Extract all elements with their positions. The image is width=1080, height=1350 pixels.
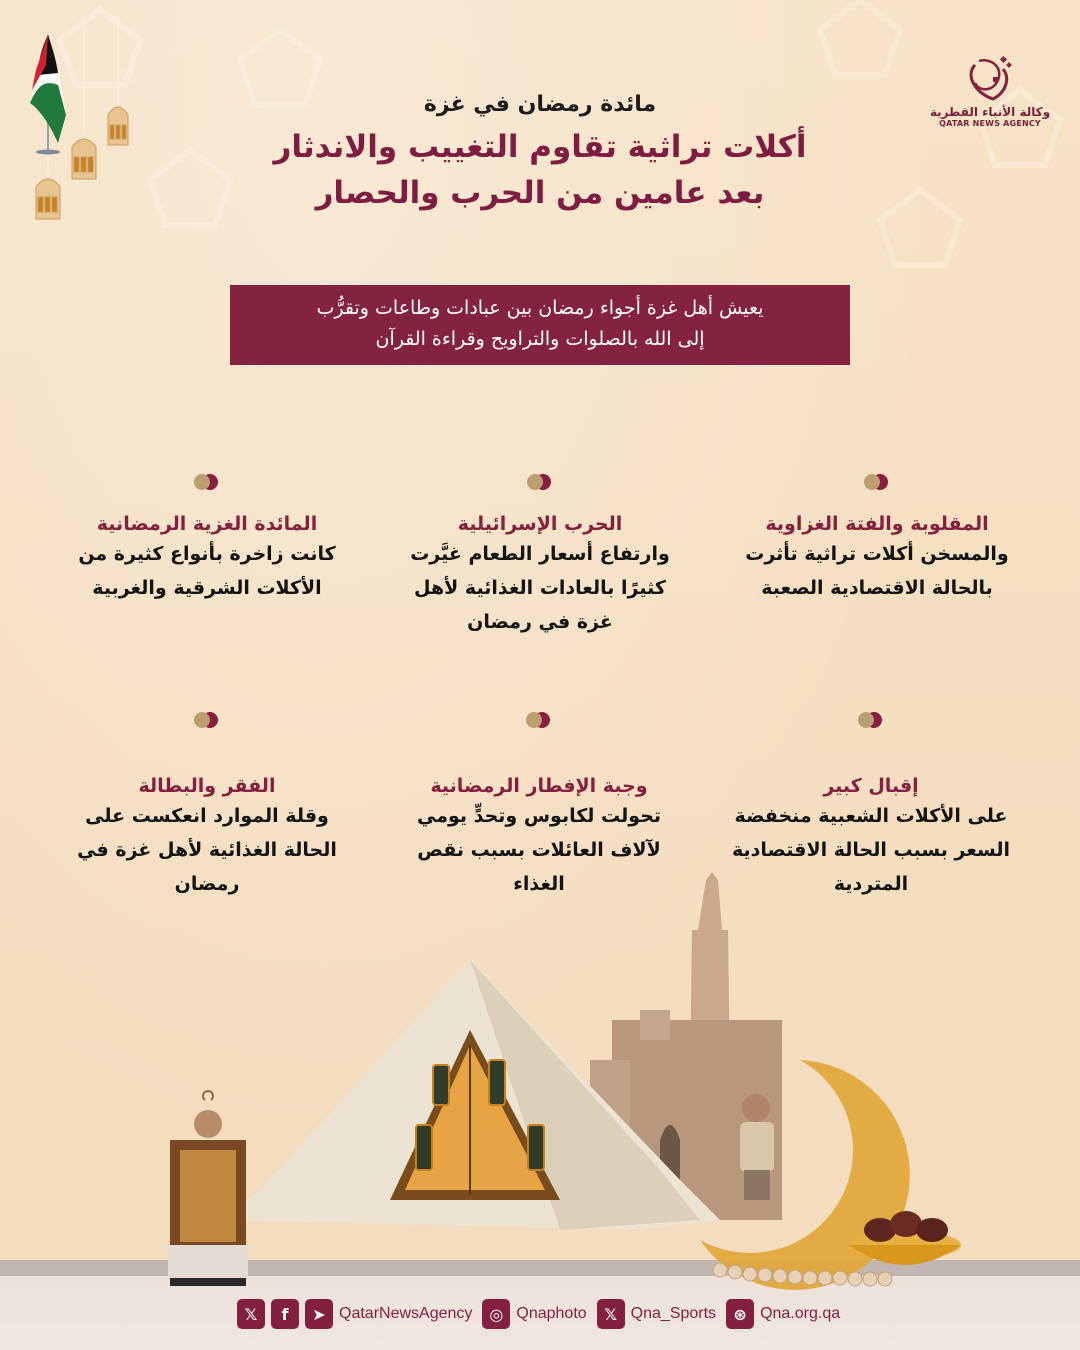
logo-name-english: QATAR NEWS AGENCY bbox=[939, 119, 1041, 128]
bullet-dots-icon bbox=[192, 473, 222, 491]
card-title: وجبة الإفطار الرمضانية bbox=[430, 775, 648, 797]
card-line: بالحالة الاقتصادية الصعبة bbox=[761, 577, 993, 599]
card-line: السعر بسبب الحالة الاقتصادية bbox=[732, 839, 1010, 861]
card-body bbox=[390, 537, 690, 639]
card-title: المائدة الغزية الرمضانية bbox=[96, 513, 318, 535]
card-line: تحولت لكابوس وتحدٍّ يومي bbox=[416, 805, 662, 827]
header bbox=[0, 92, 1080, 219]
instagram-icon[interactable]: ◎ bbox=[482, 1299, 510, 1329]
intro-banner bbox=[230, 285, 850, 365]
card-line: وارتفاع أسعار الطعام غيَّرت bbox=[410, 543, 670, 565]
card-line: لآلاف العائلات بسبب نقص bbox=[417, 839, 661, 861]
website-link[interactable]: Qna.org.qa bbox=[760, 1305, 841, 1322]
x-icon[interactable]: 𝕏 bbox=[597, 1299, 625, 1329]
page-title-line-1: أكلات تراثية تقاوم التغييب والاندثار bbox=[273, 129, 807, 165]
card-line: على الأكلات الشعبية منخفضة bbox=[734, 805, 1008, 827]
bullet-dots-icon bbox=[524, 711, 554, 729]
social-handle-qatarnewsagency[interactable]: QatarNewsAgency bbox=[339, 1305, 473, 1322]
card-line: وقلة الموارد انعكست على bbox=[85, 805, 329, 827]
gaza-ramadan-illustration bbox=[0, 860, 1080, 1290]
card-body bbox=[57, 537, 357, 605]
card-title: الحرب الإسرائيلية bbox=[457, 513, 623, 535]
logo-name-arabic: وكالة الأنباء القطرية bbox=[929, 105, 1051, 119]
ramadan-lantern-icon bbox=[168, 1091, 248, 1286]
facebook-icon[interactable]: f bbox=[271, 1299, 299, 1329]
bullet-dots-icon bbox=[192, 711, 222, 729]
header-kicker: مائدة رمضان في غزة bbox=[423, 92, 657, 117]
card-line: كثيرًا بالعادات الغذائية لأهل bbox=[414, 577, 666, 599]
bullet-dots-icon bbox=[525, 473, 555, 491]
card-line: رمضان bbox=[174, 873, 240, 895]
card-title: المقلوبة والفتة الغزاوية bbox=[765, 513, 989, 535]
card-title: إقبال كبير bbox=[823, 775, 919, 797]
telegram-icon[interactable]: ➤ bbox=[305, 1299, 333, 1329]
card-line: الغذاء bbox=[513, 873, 565, 895]
child-icon bbox=[740, 1094, 774, 1200]
banner-line-1: يعيش أهل غزة أجواء رمضان بين عبادات وطاعات وتقرُّب bbox=[316, 297, 764, 319]
social-handle-qnaphoto[interactable]: Qnaphoto bbox=[516, 1305, 587, 1322]
bullet-dots-icon bbox=[856, 711, 886, 729]
card-line: والمسخن أكلات تراثية تأثرت bbox=[745, 543, 1009, 565]
banner-line-2: إلى الله بالصلوات والتراويح وقراءة القرآن bbox=[375, 328, 705, 350]
website-icon[interactable]: ⊛ bbox=[726, 1299, 754, 1329]
card-line: المتردية bbox=[833, 873, 909, 895]
card-title: الفقر والبطالة bbox=[138, 775, 276, 797]
page-title-line-2: بعد عامين من الحرب والحصار bbox=[315, 175, 765, 211]
card-line: كانت زاخرة بأنواع كثيرة من bbox=[78, 543, 336, 565]
bullet-dots-icon bbox=[862, 473, 892, 491]
fact-card-2 bbox=[390, 473, 690, 639]
card-line: غزة في رمضان bbox=[467, 611, 613, 633]
fact-card-3 bbox=[57, 473, 357, 605]
fact-card-1 bbox=[727, 473, 1027, 605]
card-line: الحالة الغذائية لأهل غزة في bbox=[77, 839, 337, 861]
social-handle-qna-sports[interactable]: Qna_Sports bbox=[630, 1305, 717, 1322]
card-line: الأكلات الشرقية والغربية bbox=[92, 577, 322, 599]
x-icon[interactable]: 𝕏 bbox=[237, 1299, 265, 1329]
card-body bbox=[727, 537, 1027, 605]
social-footer bbox=[237, 1298, 844, 1330]
